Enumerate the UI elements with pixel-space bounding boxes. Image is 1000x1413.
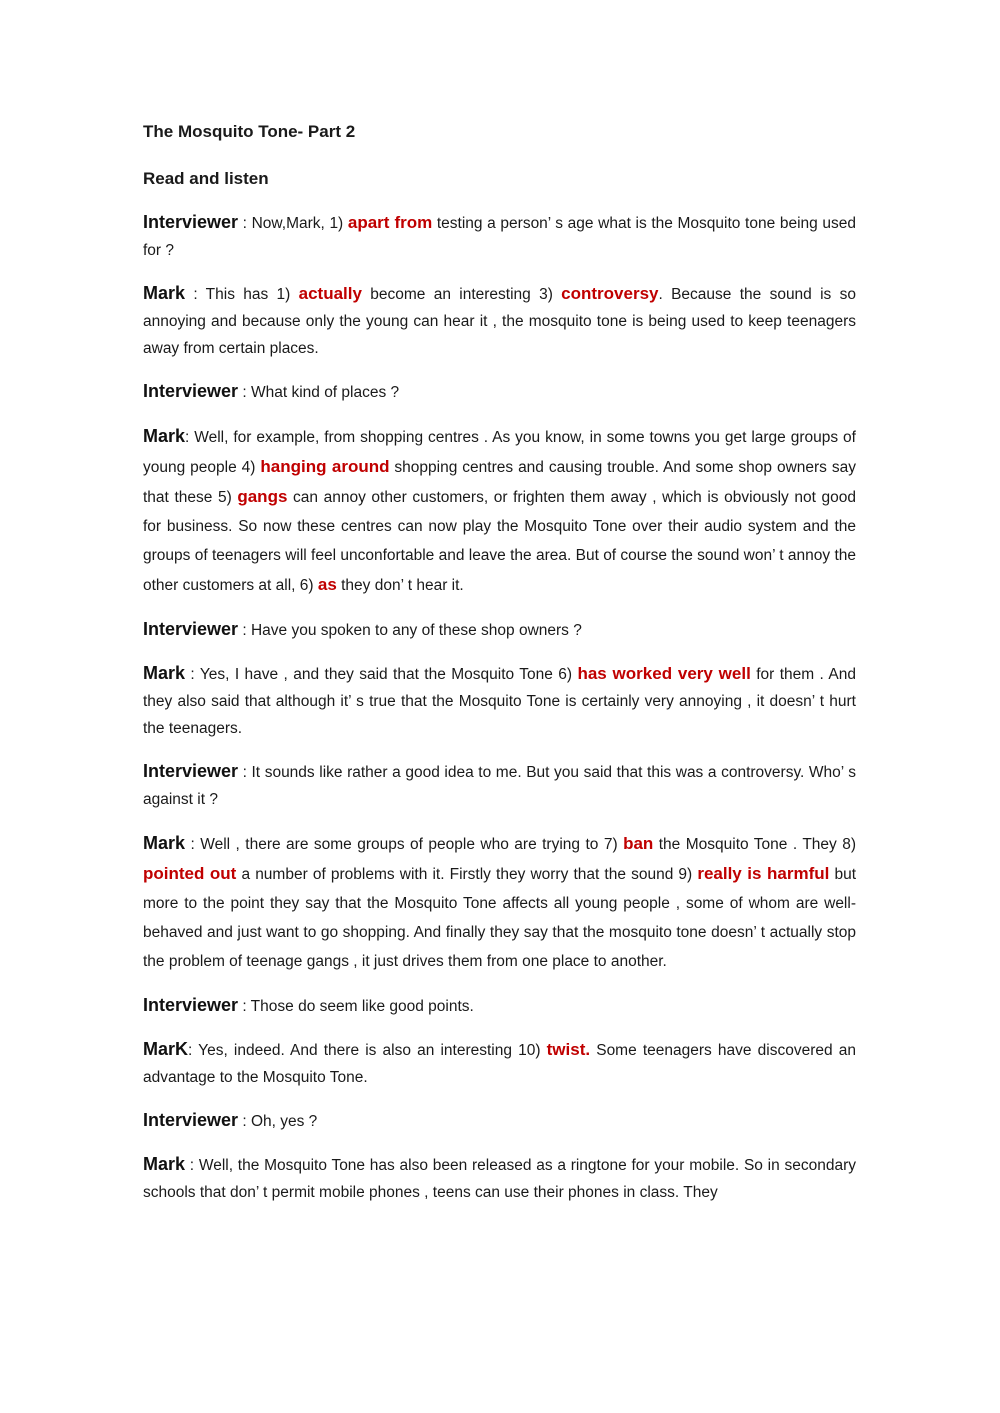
- speaker-name: Interviewer: [143, 619, 239, 639]
- dialogue-text: : Now,Mark, 1): [238, 215, 348, 232]
- dialogue: [143, 209, 856, 1206]
- answer-word: pointed out: [143, 864, 237, 883]
- answer-word: twist.: [546, 1040, 591, 1059]
- dialogue-text: : Well, for example, from shopping centres . As you know, in some towns you get large groups of young people 4): [143, 429, 856, 476]
- answer-word: controversy: [561, 284, 659, 303]
- speaker-name: Mark: [143, 426, 186, 446]
- document-page: [143, 118, 856, 1222]
- dialogue-text: a number of problems with it. Firstly they worry that the sound 9): [236, 866, 698, 883]
- answer-word: has worked very well: [577, 664, 751, 683]
- dialogue-text: but more to the point they say that the Mosquito Tone affects all young people , some of whom are well-behaved and just want to go shopping. And finally they say that the mosquito tone doesn’ t actually stop the problem of teenage gangs , it just drives them from one place to another.: [143, 866, 857, 970]
- dialogue-text: : Well , there are some groups of people who are trying to 7): [185, 836, 624, 853]
- dialogue-paragraph: [143, 758, 856, 813]
- dialogue-text: : This has 1): [185, 286, 299, 303]
- dialogue-text: become an interesting 3): [361, 286, 562, 303]
- dialogue-text: for them . And they also said that although it’ s true that the Mosquito Tone is certainly very annoying , it doesn’ t hurt the teenagers.: [143, 666, 856, 737]
- dialogue-text: testing a person’ s age what is the Mosquito tone being used for ?: [143, 215, 856, 259]
- answer-word: ban: [623, 834, 654, 853]
- dialogue-text: : Yes, indeed. And there is also an interesting 10): [188, 1042, 547, 1059]
- dialogue-text: : Have you spoken to any of these shop owners ?: [238, 622, 582, 639]
- dialogue-text: : What kind of places ?: [238, 384, 400, 401]
- dialogue-paragraph: [143, 829, 856, 976]
- dialogue-text: they don’ t hear it.: [336, 577, 464, 594]
- dialogue-text: shopping centres and causing trouble. And some shop owners say that these 5): [143, 459, 856, 506]
- speaker-name: Mark: [143, 663, 186, 683]
- dialogue-paragraph: [143, 1036, 856, 1091]
- dialogue-paragraph: [143, 378, 856, 406]
- speaker-name: MarK: [143, 1039, 189, 1059]
- dialogue-text: : Well, the Mosquito Tone has also been released as a ringtone for your mobile. So in secondary schools that don’ t permit mobile phones , teens can use their phones in class. They: [143, 1157, 856, 1201]
- dialogue-text: the Mosquito Tone . They 8): [653, 836, 856, 853]
- dialogue-text: . Because the sound is so annoying and because only the young can hear it , the mosquito tone is being used to keep teenagers away from certain places.: [143, 286, 856, 357]
- answer-word: apart from: [347, 213, 433, 232]
- dialogue-text: can annoy other customers, or frighten them away , which is obviously not good for business. So now these centres can now play the Mosquito Tone over their audio system and the groups of teenagers will feel unconfortable and leave the area. But of course the sound won’ t annoy the other customers at all, 6): [143, 489, 856, 594]
- document-subtitle: Read and listen: [143, 169, 269, 188]
- dialogue-paragraph: [143, 209, 856, 264]
- speaker-name: Interviewer: [143, 761, 239, 781]
- answer-word: gangs: [237, 487, 288, 506]
- dialogue-text: : Those do seem like good points.: [238, 998, 474, 1015]
- speaker-name: Mark: [143, 1154, 186, 1174]
- answer-word: as: [317, 575, 337, 594]
- speaker-name: Mark: [143, 283, 186, 303]
- dialogue-paragraph: [143, 422, 856, 600]
- speaker-name: Interviewer: [143, 381, 239, 401]
- answer-word: really is harmful: [697, 864, 830, 883]
- answer-word: hanging around: [260, 457, 390, 476]
- dialogue-paragraph: [143, 280, 856, 362]
- dialogue-text: : Oh, yes ?: [238, 1113, 318, 1130]
- speaker-name: Interviewer: [143, 995, 239, 1015]
- speaker-name: Mark: [143, 833, 186, 853]
- dialogue-paragraph: [143, 1107, 856, 1135]
- dialogue-text: : It sounds like rather a good idea to me. But you said that this was a controversy. Who’ s against it ?: [143, 764, 856, 808]
- dialogue-paragraph: [143, 992, 856, 1020]
- document-title: The Mosquito Tone- Part 2: [143, 122, 356, 141]
- dialogue-text: : Yes, I have , and they said that the Mosquito Tone 6): [185, 666, 578, 683]
- speaker-name: Interviewer: [143, 1110, 239, 1130]
- dialogue-text: Some teenagers have discovered an advantage to the Mosquito Tone.: [143, 1042, 856, 1086]
- dialogue-paragraph: [143, 1151, 856, 1206]
- dialogue-paragraph: [143, 616, 856, 644]
- dialogue-paragraph: [143, 660, 856, 742]
- speaker-name: Interviewer: [143, 212, 239, 232]
- answer-word: actually: [298, 284, 362, 303]
